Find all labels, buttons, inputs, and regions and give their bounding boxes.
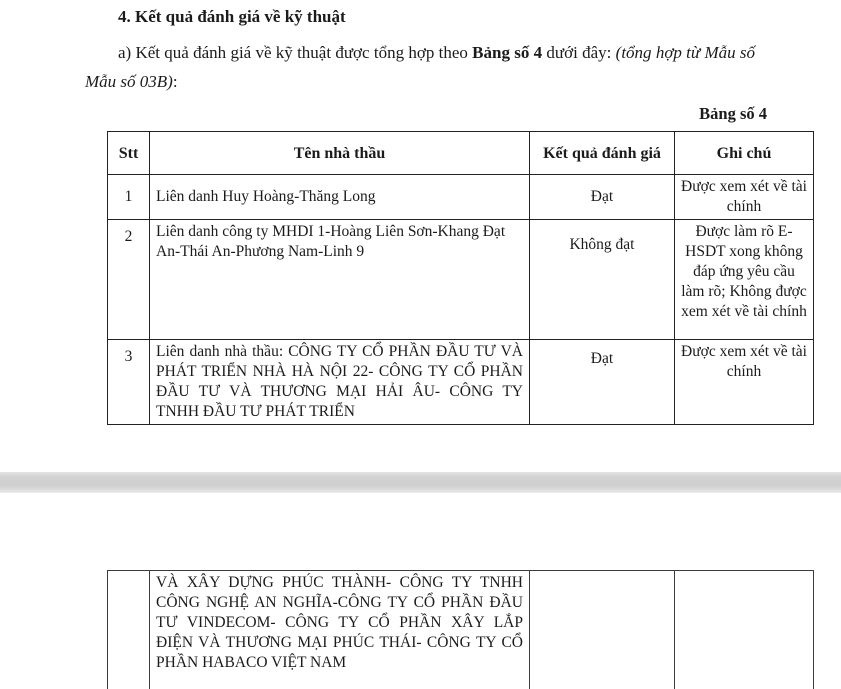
cell-stt: 3: [108, 340, 150, 425]
section-heading: 4. Kết quả đánh giá về kỹ thuật: [118, 7, 346, 26]
document-page-1: [0, 6, 841, 472]
cell-stt: 1: [108, 175, 150, 220]
table-row: [108, 175, 814, 220]
cell-contractor-name-continued: VÀ XÂY DỰNG PHÚC THÀNH- CÔNG TY TNHH CÔNG NGHỆ AN NGHĨA-CÔNG TY CỔ PHẦN ĐẦU TƯ VINDECOM- CÔNG TY CỔ PHẦN XÂY LẮP ĐIỆN VÀ THƯƠNG MẠI PHÚC THÁI- CÔNG TY CỔ PHẦN HABACO VIỆT NAM: [150, 571, 530, 689]
column-header-result: Kết quả đánh giá: [530, 132, 675, 175]
intro-paragraph: [85, 39, 755, 96]
table-row: [108, 340, 814, 425]
cell-result: Không đạt: [530, 220, 675, 340]
cell-contractor-name: Liên danh nhà thầu: CÔNG TY CỔ PHẦN ĐẦU TƯ VÀ PHÁT TRIỂN NHÀ HÀ NỘI 22- CÔNG TY CỔ PHẦN ĐẦU TƯ VÀ THƯƠNG MẠI HẢI ÂU- CÔNG TY TNHH ĐẦU TƯ PHÁT TRIỂN: [150, 340, 530, 425]
form-reference-italic: (tổng hợp từ Mẫu số Mẫu số 03B): [85, 43, 755, 91]
cell-stt: 2: [108, 220, 150, 340]
table-row-continued: [108, 571, 814, 689]
table-number-label: Bảng số 4: [699, 104, 767, 123]
table-header-row: [108, 132, 814, 175]
page-top-margin: [0, 493, 841, 563]
cell-contractor-name: Liên danh công ty MHDI 1-Hoàng Liên Sơn-Khang Đạt An-Thái An-Phương Nam-Linh 9: [150, 220, 530, 340]
column-header-contractor: Tên nhà thầu: [150, 132, 530, 175]
evaluation-results-table: [107, 131, 814, 425]
table-reference-bold: Bảng số 4: [472, 43, 543, 62]
cell-contractor-name: Liên danh Huy Hoàng-Thăng Long: [150, 175, 530, 220]
cell-note: [675, 571, 814, 689]
intro-text: a) Kết quả đánh giá về kỹ thuật được tổng hợp theo: [118, 43, 473, 62]
evaluation-results-table-continued: [107, 570, 814, 689]
table-row: [108, 220, 814, 340]
cell-result: Đạt: [530, 340, 675, 425]
column-header-stt: Stt: [108, 132, 150, 175]
column-header-note: Ghi chú: [675, 132, 814, 175]
intro-text-suffix: :: [172, 71, 178, 91]
intro-text-middle: dưới đây:: [542, 43, 616, 62]
document-page-2: [0, 493, 841, 689]
cell-note: Được xem xét về tài chính: [675, 175, 814, 220]
page-break-divider: [0, 472, 841, 493]
cell-result: Đạt: [530, 175, 675, 220]
page-bottom-margin: [0, 425, 841, 472]
cell-note: Được làm rõ E-HSDT xong không đáp ứng yêu cầu làm rõ; Không được xem xét về tài chính: [675, 220, 814, 340]
cell-stt: [108, 571, 150, 689]
cell-note: Được xem xét về tài chính: [675, 340, 814, 425]
cell-result: [530, 571, 675, 689]
